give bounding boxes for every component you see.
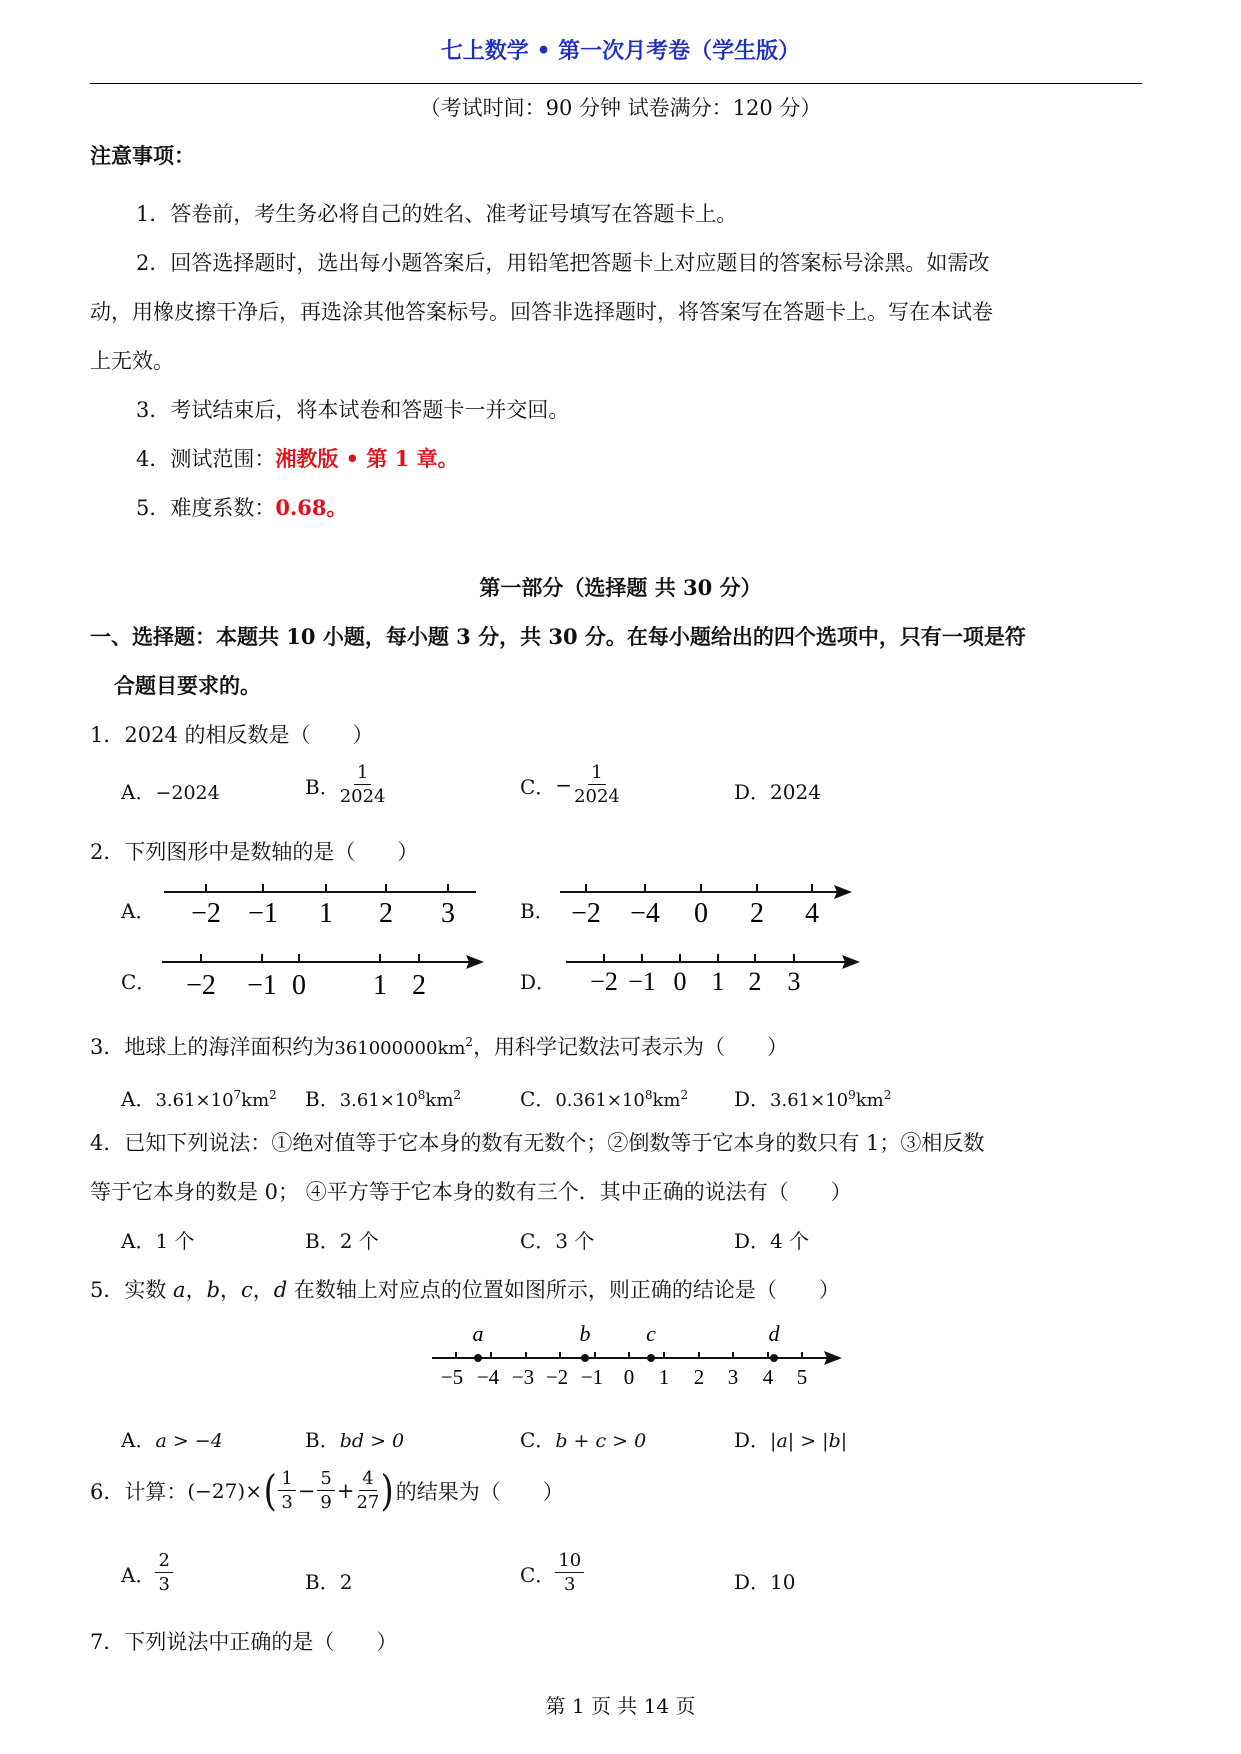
q2b-tick-label: −4 [630,898,660,929]
q5-number-line [430,1318,850,1398]
q2a-tick-label: 2 [379,898,393,929]
q5-tick-label: −4 [476,1365,500,1389]
q2d-tick-label: 2 [748,967,762,996]
q4-option-c: C．3 个 [520,1229,595,1253]
q3-option-d: D．$3.61\times 10^9km^2$ [734,1087,892,1111]
notice-item-2-line-3: 上无效。 [90,349,174,373]
q2-option-d-label: D． [520,970,557,994]
notice-item-4 [136,443,459,473]
point-d [770,1354,778,1362]
q4-option-b: B．2 个 [305,1229,379,1253]
notice-heading: 注意事项： [90,143,195,168]
q1-option-a: A．−2024 [121,780,220,804]
q2b-tick-label: −2 [571,898,601,929]
q1-option-c: C． − $\frac{1}{2024}$ [520,762,620,807]
q5-option-c: C．b + c > 0 [520,1428,647,1452]
q2-option-a-label: A． [121,899,156,923]
q2-number-line-a [160,878,480,958]
question-4-line-1: 4．已知下列说法：①绝对值等于它本身的数有无数个；②倒数等于它本身的数只有 1；③相反数 [90,1131,985,1155]
q2c-tick-label: −2 [186,970,216,1001]
difficulty-coefficient: 0.68。 [275,495,348,520]
q3-option-c: C．$0.361\times 10^8km^2$ [520,1087,689,1111]
q5-option-b: B．bd > 0 [305,1428,405,1452]
q5-option-d: D．|a| > |b| [734,1428,848,1452]
q5-tick-label: 4 [762,1365,774,1389]
point-b-label: b [579,1321,591,1346]
q2c-tick-label: −1 [247,970,277,1001]
q5-tick-label: −3 [511,1365,535,1389]
q2b-tick-label: 4 [805,898,819,929]
question-2-stem: 2．下列图形中是数轴的是（ ） [90,840,419,864]
page-title: 七上数学 • 第一次月考卷（学生版） [440,38,801,64]
q2c-tick-label: 0 [292,970,306,1001]
q2d-tick-label: −2 [590,967,618,996]
q4-option-a: A．1 个 [121,1229,195,1253]
header-rule [90,83,1142,84]
notice-item-2-line-2: 动，用橡皮擦干净后，再选涂其他答案标号。回答非选择题时，将答案写在答题卡上。写在本试卷 [90,300,993,324]
q2-option-c-label: C． [121,970,157,994]
q3-option-b: B．$3.61\times 10^8km^2$ [305,1087,462,1111]
q3-option-a: A．$3.61\times 10^7km^2$ [121,1087,277,1111]
q5-tick-label: 5 [796,1365,808,1389]
question-1-stem: 1．2024 的相反数是（ ） [90,723,374,747]
point-c [647,1354,655,1362]
q2d-tick-label: 0 [673,967,687,996]
q2d-tick-label: 3 [787,967,801,996]
question-4-line-2: 等于它本身的数是 0； ④平方等于它本身的数有三个．其中正确的说法有（ ） [90,1180,852,1204]
q2-option-b-label: B． [520,899,555,923]
q5-tick-label: 3 [727,1365,739,1389]
point-a-label: a [472,1321,484,1346]
q5-tick-label: 0 [623,1365,635,1389]
notice-item-4-label: 4．测试范围： [136,447,276,471]
q6-option-a: A． $\frac{2}{3}$ [121,1552,173,1594]
question-6-stem: 6．计算： (−27)× ( $\frac{1}{3}$ − $\frac{5}{9}$ + $\frac{4}{27}$ ) 的结果为（ ） [90,1466,564,1515]
point-d-label: d [768,1321,780,1346]
q2c-tick-label: 2 [412,970,426,1001]
q2a-tick-label: −1 [248,898,278,929]
notice-item-5-label: 5．难度系数： [136,496,276,520]
question-5-stem: 5．实数 a，b，c，d 在数轴上对应点的位置如图所示，则正确的结论是（ ） [90,1278,840,1302]
notice-item-5 [136,492,348,522]
notice-item-3: 3．考试结束后，将本试卷和答题卡一并交回。 [136,398,570,422]
q4-option-d: D．4 个 [734,1229,810,1253]
q5-tick-label: −2 [545,1365,569,1389]
q5-tick-label: −1 [580,1365,604,1389]
question-7-stem: 7．下列说法中正确的是（ ） [90,1630,398,1654]
exam-info: （考试时间：90 分钟 试卷满分：120 分） [419,96,822,120]
q5-tick-label: −5 [440,1365,464,1389]
question-3-stem: 3．地球上的海洋面积约为$361000000km^2$，用科学记数法可表示为（ ） [90,1035,789,1059]
q2-number-line-b [558,878,858,958]
q6-option-c: C． $\frac{10}{3}$ [520,1552,584,1594]
q2a-tick-label: 1 [319,898,333,929]
q2b-tick-label: 0 [694,898,708,929]
q2-number-line-c [160,948,490,1028]
q6-option-d: D．10 [734,1570,796,1594]
q2b-tick-label: 2 [750,898,764,929]
section-heading-line-2: 合题目要求的。 [114,673,261,698]
q1-option-d: D．2024 [734,780,821,804]
point-a [474,1354,482,1362]
q2d-tick-label: −1 [628,967,656,996]
q1-option-b: B． $\frac{1}{2024}$ [305,762,386,807]
q2-number-line-d [558,948,868,1028]
q6-option-b: B．2 [305,1570,353,1594]
section-heading-line-1: 一、选择题：本题共 10 小题，每小题 3 分，共 30 分。在每小题给出的四个选项中，只有一项是符 [90,624,1026,649]
q5-option-a: A．a > −4 [121,1428,223,1452]
q2c-tick-label: 1 [373,970,387,1001]
notice-item-2-line-1: 2．回答选择题时，选出每小题答案后，用铅笔把答题卡上对应题目的答案标号涂黑。如需改 [136,251,990,275]
part-one-title: 第一部分（选择题 共 30 分） [479,575,762,600]
q2d-tick-label: 1 [711,967,725,996]
page-number: 第 1 页 共 14 页 [545,1694,696,1718]
point-c-label: c [646,1321,656,1346]
q5-tick-label: 1 [658,1365,670,1389]
q2a-tick-label: −2 [191,898,221,929]
test-scope: 湘教版 • 第 1 章。 [275,446,459,471]
point-b [581,1354,589,1362]
notice-item-1: 1．答卷前，考生务必将自己的姓名、准考证号填写在答题卡上。 [136,202,738,226]
q2a-tick-label: 3 [441,898,455,929]
q5-tick-label: 2 [693,1365,705,1389]
